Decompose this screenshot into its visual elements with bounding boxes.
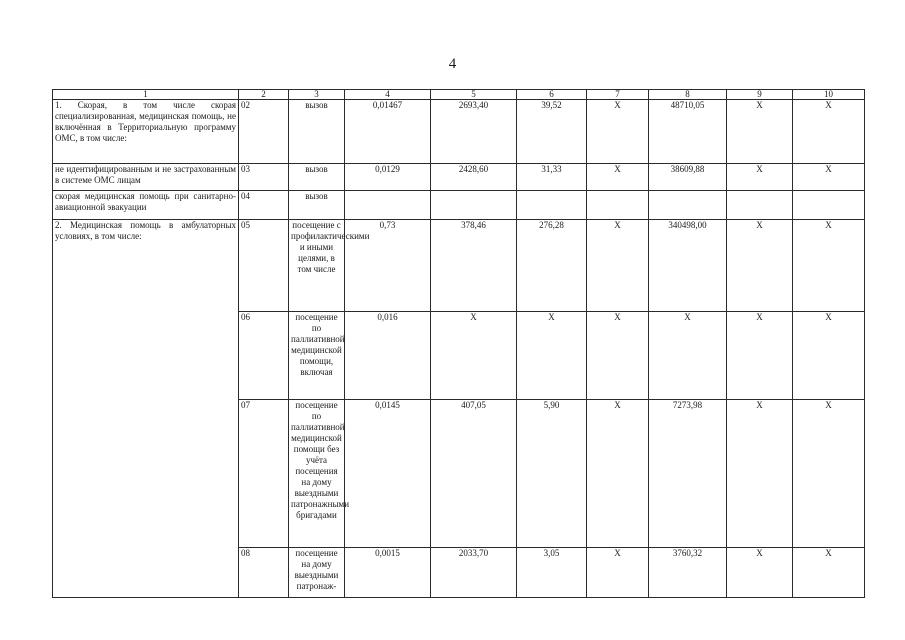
table-cell: 2033,70 xyxy=(431,548,517,598)
table-cell: 48710,05 xyxy=(649,100,727,164)
row-title: 2. Медицинская помощь в амбулаторных условиях, в том числе: xyxy=(53,220,239,598)
table-cell: Х xyxy=(727,400,793,548)
table-cell: 0,73 xyxy=(345,220,431,312)
row-code: 07 xyxy=(239,400,289,548)
table-row xyxy=(53,164,865,191)
table-cell: Х xyxy=(431,312,517,400)
row-title: скорая медицинская помощь при санитарно-авиационной эвакуации xyxy=(53,191,239,220)
table-cell: 0,0129 xyxy=(345,164,431,191)
table-cell: 0,01467 xyxy=(345,100,431,164)
table-cell: 31,33 xyxy=(517,164,587,191)
column-header: 1 xyxy=(53,90,239,100)
column-header: 8 xyxy=(649,90,727,100)
table-cell: Х xyxy=(727,164,793,191)
column-header: 7 xyxy=(587,90,649,100)
table-row xyxy=(53,220,865,312)
table-cell: Х xyxy=(793,100,865,164)
table-cell xyxy=(587,191,649,220)
table-cell: 3760,32 xyxy=(649,548,727,598)
table-cell: 340498,00 xyxy=(649,220,727,312)
table-cell: Х xyxy=(649,312,727,400)
table-cell xyxy=(517,191,587,220)
unit-cell: вызов xyxy=(289,164,345,191)
row-title: не идентифицированным и не застрахованным в системе ОМС лицам xyxy=(53,164,239,191)
table-cell: Х xyxy=(793,400,865,548)
table-cell: Х xyxy=(793,220,865,312)
row-code: 05 xyxy=(239,220,289,312)
unit-cell: посещение по паллиативной медицинской помощи без учёта посещения на дому выездными патронажными бригадами xyxy=(289,400,345,548)
table-cell: 276,28 xyxy=(517,220,587,312)
table-cell: 39,52 xyxy=(517,100,587,164)
table-cell: 5,90 xyxy=(517,400,587,548)
column-header: 10 xyxy=(793,90,865,100)
table-cell: Х xyxy=(793,548,865,598)
table-header-row xyxy=(53,90,865,100)
table-cell: Х xyxy=(517,312,587,400)
table-cell xyxy=(727,191,793,220)
table-cell: 38609,88 xyxy=(649,164,727,191)
table-cell: 0,0015 xyxy=(345,548,431,598)
data-table xyxy=(52,89,865,598)
table-row xyxy=(53,191,865,220)
table-row xyxy=(53,100,865,164)
column-header: 3 xyxy=(289,90,345,100)
table-cell: 407,05 xyxy=(431,400,517,548)
table-cell: 2693,40 xyxy=(431,100,517,164)
table-cell: Х xyxy=(587,400,649,548)
table-cell xyxy=(431,191,517,220)
column-header: 5 xyxy=(431,90,517,100)
table-cell: Х xyxy=(727,312,793,400)
row-title: 1. Скорая, в том числе скорая специализированная, медицинская помощь, не включённая в Территориальную программу ОМС, в том числе: xyxy=(53,100,239,164)
table-cell: Х xyxy=(587,548,649,598)
table-cell: 3,05 xyxy=(517,548,587,598)
table-cell: Х xyxy=(793,164,865,191)
row-code: 02 xyxy=(239,100,289,164)
table-cell: Х xyxy=(727,100,793,164)
row-code: 03 xyxy=(239,164,289,191)
table-cell: Х xyxy=(727,548,793,598)
unit-cell: посещение с профилактическими и иными целями, в том числе xyxy=(289,220,345,312)
table-cell: Х xyxy=(727,220,793,312)
table-cell xyxy=(345,191,431,220)
column-header: 9 xyxy=(727,90,793,100)
table-cell: 378,46 xyxy=(431,220,517,312)
row-code: 04 xyxy=(239,191,289,220)
unit-cell: посещение на дому выездными патронаж- xyxy=(289,548,345,598)
unit-cell: вызов xyxy=(289,191,345,220)
unit-cell: посещение по паллиативной медицинской помощи, включая xyxy=(289,312,345,400)
table-cell xyxy=(793,191,865,220)
page-number: 4 xyxy=(448,56,457,72)
table-cell: Х xyxy=(587,164,649,191)
table-cell: 7273,98 xyxy=(649,400,727,548)
table-cell: 2428,60 xyxy=(431,164,517,191)
row-code: 08 xyxy=(239,548,289,598)
table-cell: 0,016 xyxy=(345,312,431,400)
unit-cell: вызов xyxy=(289,100,345,164)
table-cell: Х xyxy=(587,100,649,164)
table-cell: Х xyxy=(587,220,649,312)
column-header: 6 xyxy=(517,90,587,100)
table-cell: 0,0145 xyxy=(345,400,431,548)
table-cell xyxy=(649,191,727,220)
column-header: 4 xyxy=(345,90,431,100)
table-cell: Х xyxy=(793,312,865,400)
column-header: 2 xyxy=(239,90,289,100)
row-code: 06 xyxy=(239,312,289,400)
table-cell: Х xyxy=(587,312,649,400)
